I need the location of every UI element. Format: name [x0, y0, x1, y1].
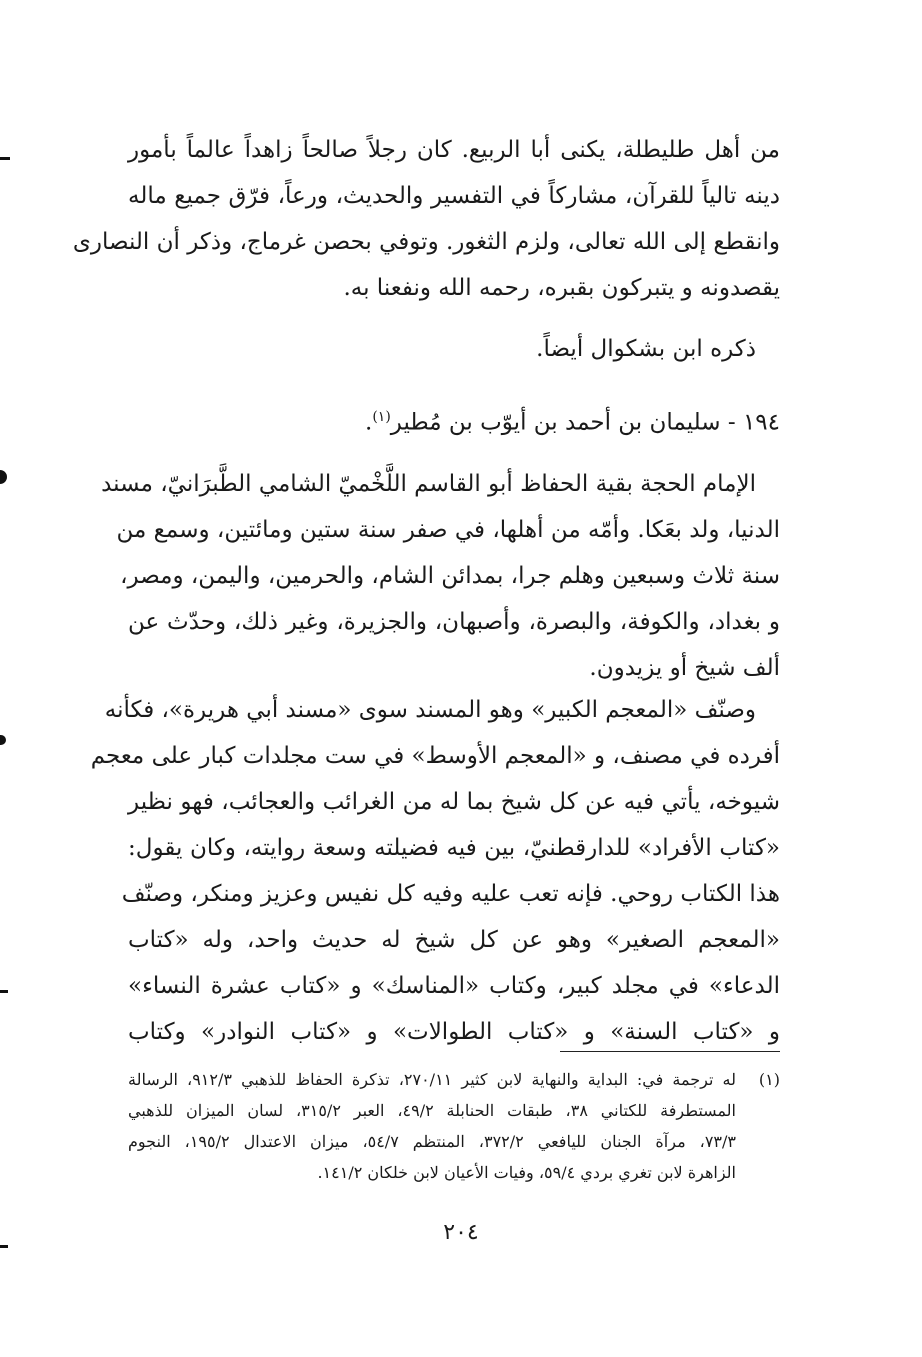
footnote-block [128, 1064, 780, 1188]
text-line: سنة ثلاث وسبعين وهلم جرا، بمدائن الشام، والحرمين، واليمن، ومصر، [120, 563, 780, 589]
text-line: أفرده في مصنف، و «المعجم الأوسط» في ست مجلدات كبار على معجم [90, 743, 780, 769]
entry-193-source [128, 326, 780, 372]
text-line: دينه تالياً للقرآن، مشاركاً في التفسير والحديث، ورعاً، فرّق جميع ماله [128, 183, 780, 209]
footnote-line: المستطرفة للكتاني ٣٨، طبقات الحنابلة ٤٩/٢، العبر ٣١٥/٢، لسان الميزان للذهبي [128, 1101, 736, 1120]
heading-period: . [365, 409, 373, 436]
margin-mark [0, 470, 7, 484]
footnote-body [128, 1064, 780, 1188]
footnote-line: ٧٣/٣، مرآة الجنان لليافعي ٣٧٢/٢، المنتظم ٥٤/٧، ميزان الاعتدال ١٩٥/٢، النجوم [128, 1132, 736, 1151]
text-line: الدنيا، ولد بعَكا. وأمّه من أهلها، في صفر سنة ستين ومائتين، وسمع من [116, 517, 780, 543]
text-line: وصنّف «المعجم الكبير» وهو المسند سوى «مسند أبي هريرة»، فكأنه [104, 697, 756, 723]
footnote-marker[interactable]: (١) [372, 409, 391, 425]
text-line: يقصدونه و يتبركون بقبره، رحمه الله ونفعنا به. [343, 275, 780, 301]
text-line: الدعاء» في مجلد كبير، وكتاب «المناسك» و «كتاب عشرة النساء» [128, 973, 780, 999]
text-line: و «كتاب السنة» و «كتاب الطوالات» و «كتاب النوادر» وكتاب [128, 1019, 780, 1045]
entry-193-paragraph [72, 127, 780, 311]
footnote-line: له ترجمة في: البداية والنهاية لابن كثير ٢٧٠/١١، تذكرة الحفاظ للذهبي ٩١٢/٣، الرسالة [128, 1070, 737, 1089]
text-line: الإمام الحجة بقية الحفاظ أبو القاسم اللَّخْميّ الشامي الطَّبرَانيّ، مسند [101, 471, 756, 497]
entry-194-paragraph-2 [90, 687, 780, 1055]
margin-mark [0, 735, 6, 745]
text-line: هذا الكتاب روحي. فإنه تعب عليه وفيه كل نفيس وعزيز ومنكر، وصنّف [121, 881, 780, 907]
text-line: ألف شيخ أو يزيدون. [589, 655, 780, 681]
entry-heading-text: ١٩٤ - سليمان بن أحمد بن أيوّب بن مُطير [390, 409, 780, 436]
text-line: وانقطع إلى الله تعالى، ولزم الثغور. وتوفي بحصن غرماج، وذكر أن النصارى [72, 229, 780, 255]
text-line: «المعجم الصغير» وهو عن كل شيخ له حديث واحد، وله «كتاب [128, 927, 780, 953]
footnote-separator [560, 1051, 780, 1052]
footnote-line: الزاهرة لابن تغري بردي ٥٩/٤، وفيات الأعيان لابن خلكان ١٤١/٢. [317, 1163, 736, 1182]
text-line: من أهل طليطلة، يكنى أبا الربيع. كان رجلاً صالحاً زاهداً عالماً بأمور [128, 137, 780, 163]
margin-mark [0, 990, 8, 993]
margin-mark [0, 1245, 8, 1248]
margin-mark [0, 157, 10, 160]
text-line: شيوخه، يأتي فيه عن كل شيخ بما له من الغرائب والعجائب، فهو نظير [128, 789, 780, 815]
source-text: ذكره ابن بشكوال أيضاً. [536, 336, 756, 362]
footnote-number: (١) [758, 1070, 780, 1089]
text-line: «كتاب الأفراد» للدارقطنيّ، بين فيه فضيلته وسعة روايته، وكان يقول: [128, 835, 780, 861]
text-line: و بغداد، والكوفة، والبصرة، وأصبهان، والجزيرة، وغير ذلك، وحدّث عن [128, 609, 780, 635]
entry-194-heading [128, 394, 780, 446]
page-number: ٢٠٤ [443, 1220, 479, 1245]
entry-194-paragraph-1 [101, 461, 780, 691]
